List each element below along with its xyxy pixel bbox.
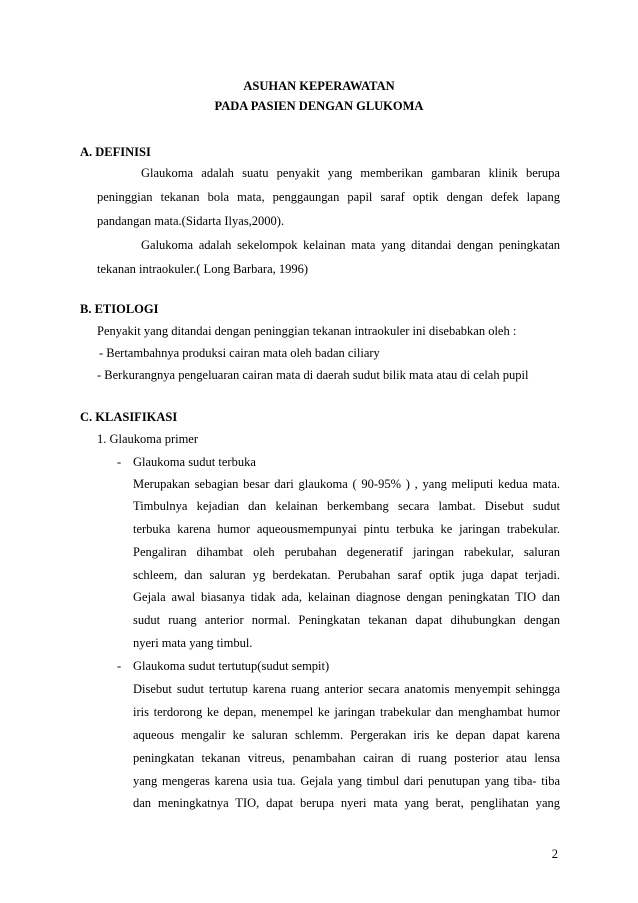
document-title-line-2: PADA PASIEN DENGAN GLUKOMA	[214, 99, 424, 113]
item-1-line-5: schleem, dan saluran yg berdekatan. Perubahan saraf optik juga dapat terjadi.	[133, 568, 560, 582]
klasifikasi-item-1-title: Glaukoma sudut terbuka	[133, 455, 256, 469]
item-2-line-4: peningkatan tekanan vitreus, penambahan cairan di ruang posterior atau lensa	[133, 751, 560, 765]
definisi-paragraph-1-line-2: peninggian tekanan bola mata, penggaungan papil saraf optik dengan defek lapang	[97, 190, 560, 204]
item-2-line-3: aqueous mengalir ke saluran schlemm. Pergerakan iris ke depan dapat karena	[133, 728, 560, 742]
item-2-line-2: iris terdorong ke depan, menempel ke jaringan trabekular dan menghambat humor	[133, 705, 560, 719]
list-dash: -	[117, 659, 122, 673]
document-title-line-1: ASUHAN KEPERAWATAN	[243, 79, 395, 93]
etiologi-intro: Penyakit yang ditandai dengan peninggian tekanan intraokuler ini disebabkan oleh :	[97, 324, 517, 338]
item-1-line-6: Gejala awal biasanya tidak ada, kelainan diagnose dengan peningkatan TIO dan	[133, 590, 560, 604]
item-1-line-3: terbuka karena humor aqueousmempunyai pintu terbuka ke jaringan trabekular.	[133, 522, 560, 536]
item-2-line-5: yang mengeras karena usia tua. Gejala yang timbul dari penutupan yang tiba- tiba	[133, 774, 560, 788]
item-2-line-6: dan meningkatnya TIO, dapat berupa nyeri mata yang berat, penglihatan yang	[133, 796, 560, 810]
item-1-line-1: Merupakan sebagian besar dari glaukoma ( 90-95% ) , yang meliputi kedua mata.	[133, 477, 560, 491]
section-b-heading: B. ETIOLOGI	[80, 302, 159, 316]
section-a-heading: A. DEFINISI	[80, 145, 151, 159]
klasifikasi-item-2-title: Glaukoma sudut tertutup(sudut sempit)	[133, 659, 330, 673]
etiologi-item-1: - Bertambahnya produksi cairan mata oleh badan ciliary	[99, 346, 380, 360]
definisi-paragraph-1-line-3: pandangan mata.(Sidarta Ilyas,2000).	[97, 214, 285, 228]
list-dash: -	[117, 455, 122, 469]
definisi-paragraph-2-line-2: tekanan intraokuler.( Long Barbara, 1996)	[97, 262, 309, 276]
klasifikasi-sub-1: 1. Glaukoma primer	[97, 432, 199, 446]
definisi-paragraph-2-line-1: Galukoma adalah sekelompok kelainan mata yang ditandai dengan peningkatan	[141, 238, 560, 252]
definisi-paragraph-1-line-1: Glaukoma adalah suatu penyakit yang memberikan gambaran klinik berupa	[141, 166, 560, 180]
item-1-line-4: Pengaliran dihambat oleh perubahan degeneratif jaringan rabekular, saluran	[133, 545, 560, 559]
item-2-line-1: Disebut sudut tertutup karena ruang anterior secara anatomis menyempit sehingga	[133, 682, 560, 696]
section-c-heading: C. KLASIFIKASI	[80, 410, 178, 424]
page-number: 2	[551, 847, 558, 861]
item-1-line-2: Timbulnya kejadian dan kelainan berkembang secara lambat. Disebut sudut	[133, 499, 560, 513]
etiologi-item-2: - Berkurangnya pengeluaran cairan mata di daerah sudut bilik mata atau di celah pupil	[97, 368, 529, 382]
item-1-line-8: nyeri mata yang timbul.	[133, 636, 253, 650]
item-1-line-7: sudut ruang anterior normal. Peningkatan tekanan dapat dihubungkan dengan	[133, 613, 560, 627]
